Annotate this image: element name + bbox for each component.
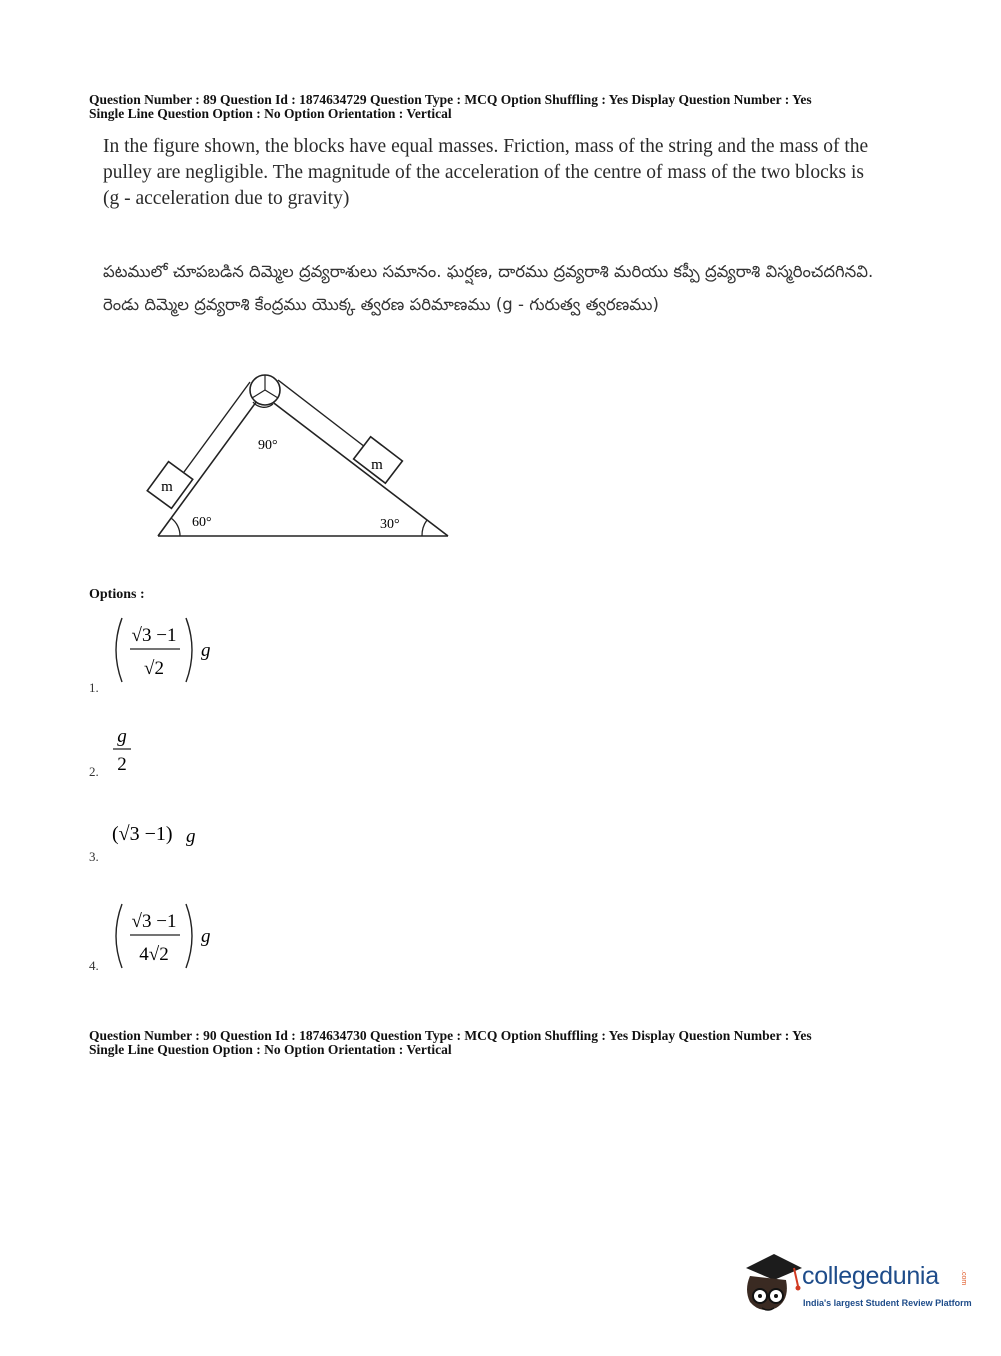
option-4-suffix: g	[201, 926, 211, 947]
option-2-number: 2.	[89, 764, 99, 779]
right-incline	[262, 394, 448, 536]
option-1-number: 1.	[89, 680, 99, 695]
option-3-math[interactable]	[108, 810, 218, 854]
left-angle-label: 60°	[192, 515, 212, 530]
q89-meta-line1: Question Number : 89 Question Id : 1874634729 Question Type : MCQ Option Shuffling : Yes Display Question Number : Yes	[89, 92, 812, 107]
right-block-label: m	[371, 457, 383, 473]
brand-name: collegedunia	[802, 1262, 939, 1290]
option-1-math[interactable]	[108, 614, 218, 686]
left-angle-arc	[171, 518, 180, 536]
option-4-number: 4.	[89, 958, 99, 973]
option-1-numerator: √3 −1	[131, 625, 177, 646]
left-string	[184, 382, 250, 472]
brand-com: .com	[960, 1270, 967, 1286]
option-2-denominator: 2	[117, 754, 127, 775]
right-angle-label: 30°	[380, 517, 400, 532]
right-angle-arc	[422, 520, 427, 536]
option-3-number: 3.	[89, 849, 99, 864]
option-4-numerator: √3 −1	[131, 911, 177, 932]
question-text-telugu: పటములో చూపబడిన దిమ్మెల ద్రవ్యరాశులు సమానం. ఘర్షణ, దారము ద్రవ్యరాశి మరియు కప్పీ ద్రవ్యరాశి విస్మరించదగినవి. రెండు దిమ్మెల ద్రవ్యరాశి కేంద్రము యొక్క త్వరణ పరిమాణము (g - గురుత్వ త్వరణము)	[103, 262, 874, 314]
options-label: Options :	[89, 587, 145, 602]
option-1-suffix: g	[201, 640, 211, 661]
option-3-suffix: g	[186, 826, 196, 847]
option-4-math[interactable]	[108, 900, 218, 972]
option-3-expression: (√3 −1)	[112, 823, 173, 845]
q90-meta-line2: Single Line Question Option : No Option Orientation : Vertical	[89, 1042, 452, 1057]
option-4-denominator: 4√2	[139, 944, 169, 965]
incline-figure	[140, 362, 470, 547]
collegedunia-mascot-icon	[740, 1250, 802, 1322]
left-block-label: m	[161, 479, 173, 495]
q89-meta-line2: Single Line Question Option : No Option Orientation : Vertical	[89, 106, 452, 121]
option-2-math[interactable]	[108, 720, 148, 778]
top-angle-label: 90°	[258, 438, 278, 453]
q90-meta-line1: Question Number : 90 Question Id : 1874634730 Question Type : MCQ Option Shuffling : Yes Display Question Number : Yes	[89, 1028, 812, 1043]
question-text-english: In the figure shown, the blocks have equal masses. Friction, mass of the string and the mass of the pulley are negligible. The magnitude of the acceleration of the centre of mass of the two blocks is (g - acceleration due to gravity)	[103, 136, 869, 209]
brand-tagline: India's largest Student Review Platform	[803, 1298, 972, 1308]
option-2-numerator: g	[117, 726, 127, 747]
option-1-denominator: √2	[144, 658, 164, 679]
